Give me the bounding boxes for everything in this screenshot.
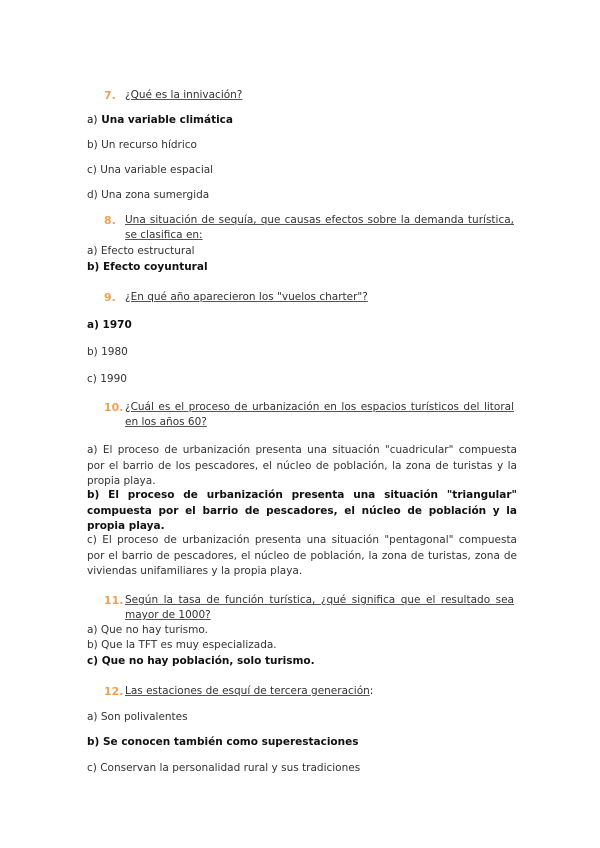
option-9b — [87, 345, 517, 361]
option-11c — [87, 654, 517, 670]
option-label: a) — [87, 245, 98, 257]
question-number: 12. — [104, 685, 124, 698]
option-label: a) — [87, 624, 98, 636]
option-text: Una zona sumergida — [101, 189, 210, 201]
option-label: d) — [87, 189, 98, 201]
option-text: El proceso de urbanización presenta una situación "triangular" compuesta por el barrio de pescadores, el núcleo de población y la propia playa. — [87, 489, 517, 532]
option-7d — [87, 188, 517, 204]
option-label: a) — [87, 711, 98, 723]
option-label: c) — [87, 655, 99, 667]
question-number: 8. — [104, 214, 116, 227]
option-text: Que no hay turismo. — [100, 624, 208, 636]
option-text: Efecto coyuntural — [102, 261, 208, 273]
option-text: Se conocen también como superestaciones — [102, 736, 359, 748]
option-text: 1970 — [102, 319, 132, 331]
option-12c — [87, 761, 517, 777]
question-text: ¿En qué año aparecieron los "vuelos charter"? — [125, 291, 368, 303]
option-label: b) — [87, 346, 98, 358]
option-label: b) — [87, 736, 100, 748]
option-11b — [87, 638, 517, 654]
option-label: a) — [87, 319, 99, 331]
option-9a — [87, 318, 517, 334]
question-text: ¿Cuál es el proceso de urbanización en los espacios turísticos del litoral en los años 60? — [125, 401, 514, 428]
option-text: 1990 — [100, 373, 127, 385]
option-label: b) — [87, 639, 98, 651]
option-label: a) — [87, 114, 98, 126]
option-label: c) — [87, 762, 97, 774]
option-9c — [87, 372, 517, 388]
option-text: Una variable espacial — [100, 164, 214, 176]
option-text: El proceso de urbanización presenta una situación "pentagonal" compuesta por el barrio de pescadores, el núcleo de población, la zona de turistas, zona de viviendas unifamiliares y la propia playa. — [87, 534, 517, 577]
question-8 — [104, 213, 514, 243]
question-10 — [104, 400, 514, 430]
question-text: Una situación de sequía, que causas efectos sobre la demanda turística, se clasifica en: — [125, 214, 514, 241]
option-10a — [87, 443, 517, 490]
option-text: El proceso de urbanización presenta una situación "cuadricular" compuesta por el barrio de los pescadores, el núcleo de población, la zona de turistas y la propia playa. — [87, 444, 517, 487]
option-7c — [87, 163, 517, 179]
question-text: ¿Qué es la innivación? — [125, 89, 243, 101]
option-12b — [87, 735, 517, 751]
question-text: Según la tasa de función turística, ¿qué significa que el resultado sea mayor de 1000? — [125, 594, 514, 621]
option-label: b) — [87, 489, 100, 501]
option-text: Conservan la personalidad rural y sus tradiciones — [100, 762, 361, 774]
option-label: c) — [87, 164, 97, 176]
question-12 — [104, 684, 514, 699]
option-8b — [87, 260, 517, 276]
option-text: Un recurso hídrico — [101, 139, 197, 151]
question-suffix: : — [369, 685, 374, 697]
option-label: a) — [87, 444, 98, 456]
option-8a — [87, 244, 517, 260]
question-7 — [104, 88, 514, 103]
option-label: c) — [87, 534, 97, 546]
option-text: 1980 — [101, 346, 128, 358]
question-number: 7. — [104, 89, 116, 102]
option-10c — [87, 533, 517, 580]
option-7a — [87, 113, 517, 129]
option-label: b) — [87, 261, 100, 273]
question-number: 11. — [104, 594, 124, 607]
option-text: Son polivalentes — [100, 711, 188, 723]
question-11 — [104, 593, 514, 623]
option-text: Que no hay población, solo turismo. — [101, 655, 315, 667]
option-text: Una variable climática — [101, 114, 233, 126]
option-text: Que la TFT es muy especializada. — [101, 639, 277, 651]
question-number: 10. — [104, 401, 124, 414]
option-label: b) — [87, 139, 98, 151]
option-7b — [87, 138, 517, 154]
option-12a — [87, 710, 517, 726]
option-10b — [87, 488, 517, 535]
question-number: 9. — [104, 291, 116, 304]
option-text: Efecto estructural — [100, 245, 195, 257]
option-label: c) — [87, 373, 97, 385]
question-9 — [104, 290, 514, 305]
option-11a — [87, 623, 517, 639]
question-text: Las estaciones de esquí de tercera generación — [125, 685, 370, 697]
